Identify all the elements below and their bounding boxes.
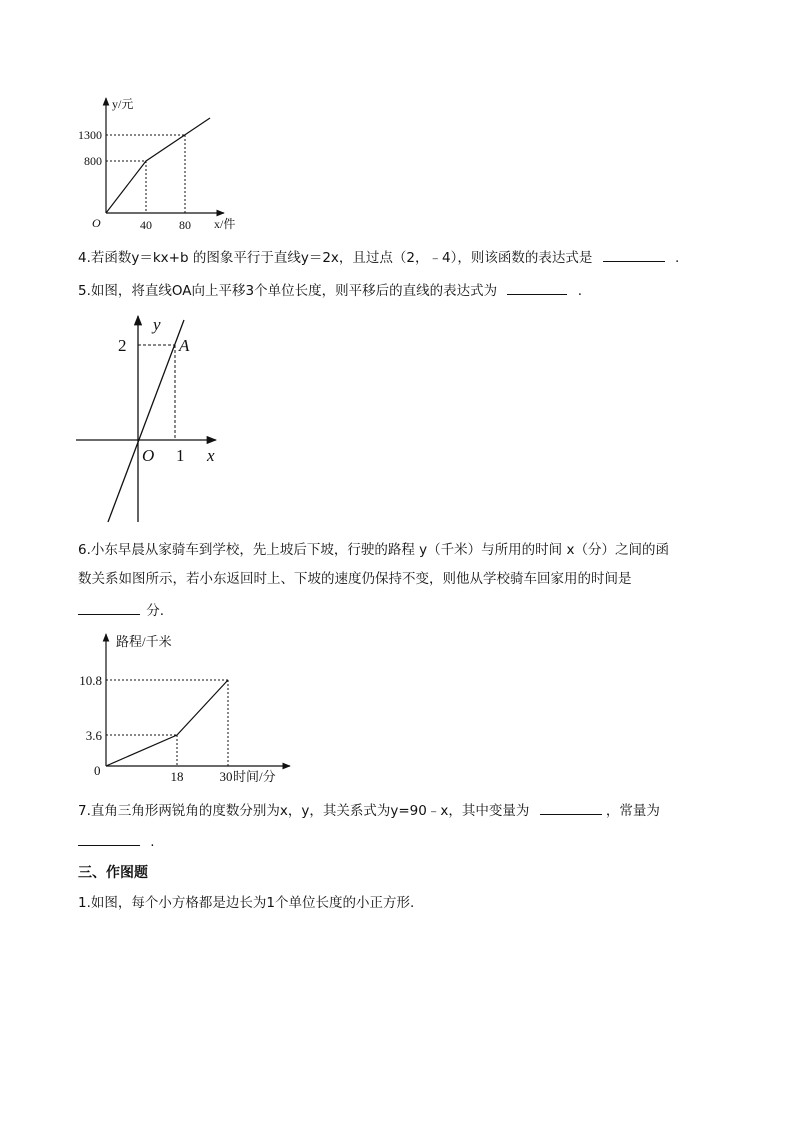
- origin-label: O: [142, 446, 155, 465]
- question-5-text: 5.如图，将直线OA向上平移3个单位长度，则平移后的直线的表达式为: [78, 283, 498, 299]
- figure-distance-time-graph: [78, 630, 318, 790]
- section-heading: 三、作图题: [78, 865, 148, 881]
- y-tick-10-8: 10.8: [79, 673, 102, 688]
- question-7-text-1: 7.直角三角形两锐角的度数分别为x，y，其关系式为y=90﹣x，其中变量为: [78, 803, 530, 819]
- question-7-text-2: ，常量为: [605, 803, 660, 819]
- question-6-line-3: [78, 600, 164, 621]
- question-5-answer-blank[interactable]: [507, 280, 567, 295]
- question-6-line-2: [78, 569, 632, 589]
- question-6-unit: 分.: [146, 603, 165, 619]
- question-6-text-2: 数关系如图所示，若小东返回时上、下坡的速度仍保持不变，则他从学校骑车回家用的时间是: [78, 571, 632, 587]
- x-tick-40: 40: [140, 218, 152, 232]
- question-4-period: .: [674, 250, 680, 266]
- x-axis-label: x/件: [214, 217, 236, 231]
- x-tick-18: 18: [170, 769, 184, 784]
- question-4-text: 4.若函数y＝kx+b 的图象平行于直线y＝2x，且过点（2，﹣4），则该函数的表达式是: [78, 250, 593, 266]
- y-tick-3-6: 3.6: [85, 728, 102, 743]
- question-4-answer-blank[interactable]: [603, 247, 665, 262]
- point-a-label: A: [179, 336, 190, 355]
- y-axis-label: y/元: [112, 97, 134, 111]
- drawing-question-1-text: 1.如图，每个小方格都是边长为1个单位长度的小正方形.: [78, 895, 415, 911]
- x-axis-label: x: [207, 446, 215, 465]
- question-7-constant-blank[interactable]: [78, 831, 140, 846]
- figure-line-oa: [72, 308, 232, 528]
- question-5-period: .: [577, 283, 582, 299]
- y-tick-2: 2: [118, 336, 127, 355]
- question-5: [78, 280, 582, 301]
- question-6-text-1: 6.小东早晨从家骑车到学校，先上坡后下坡，行驶的路程 y（千米）与所用的时间 x（分）之间的函: [78, 542, 669, 558]
- y-tick-800: 800: [84, 154, 102, 168]
- question-4: [78, 247, 679, 268]
- question-7-variable-blank[interactable]: [540, 800, 602, 815]
- origin-label: O: [92, 216, 101, 230]
- x-axis-label: 时间/分: [233, 769, 276, 784]
- y-axis-label: y: [153, 315, 161, 334]
- question-7-line-2: [78, 831, 155, 852]
- question-6-answer-blank[interactable]: [78, 600, 140, 615]
- origin-label: 0: [94, 763, 101, 778]
- cost-line: [106, 118, 210, 213]
- question-6-line-1: [78, 540, 669, 560]
- drawing-question-1: [78, 893, 414, 913]
- question-7-line-1: [78, 800, 660, 821]
- figure-cost-graph: [78, 92, 268, 242]
- question-7-period: .: [150, 834, 155, 850]
- distance-line: [106, 680, 228, 766]
- y-tick-1300: 1300: [78, 128, 102, 142]
- x-tick-1: 1: [176, 446, 185, 465]
- y-axis-label: 路程/千米: [116, 634, 172, 649]
- x-tick-80: 80: [179, 218, 191, 232]
- x-tick-30: 30: [219, 769, 233, 784]
